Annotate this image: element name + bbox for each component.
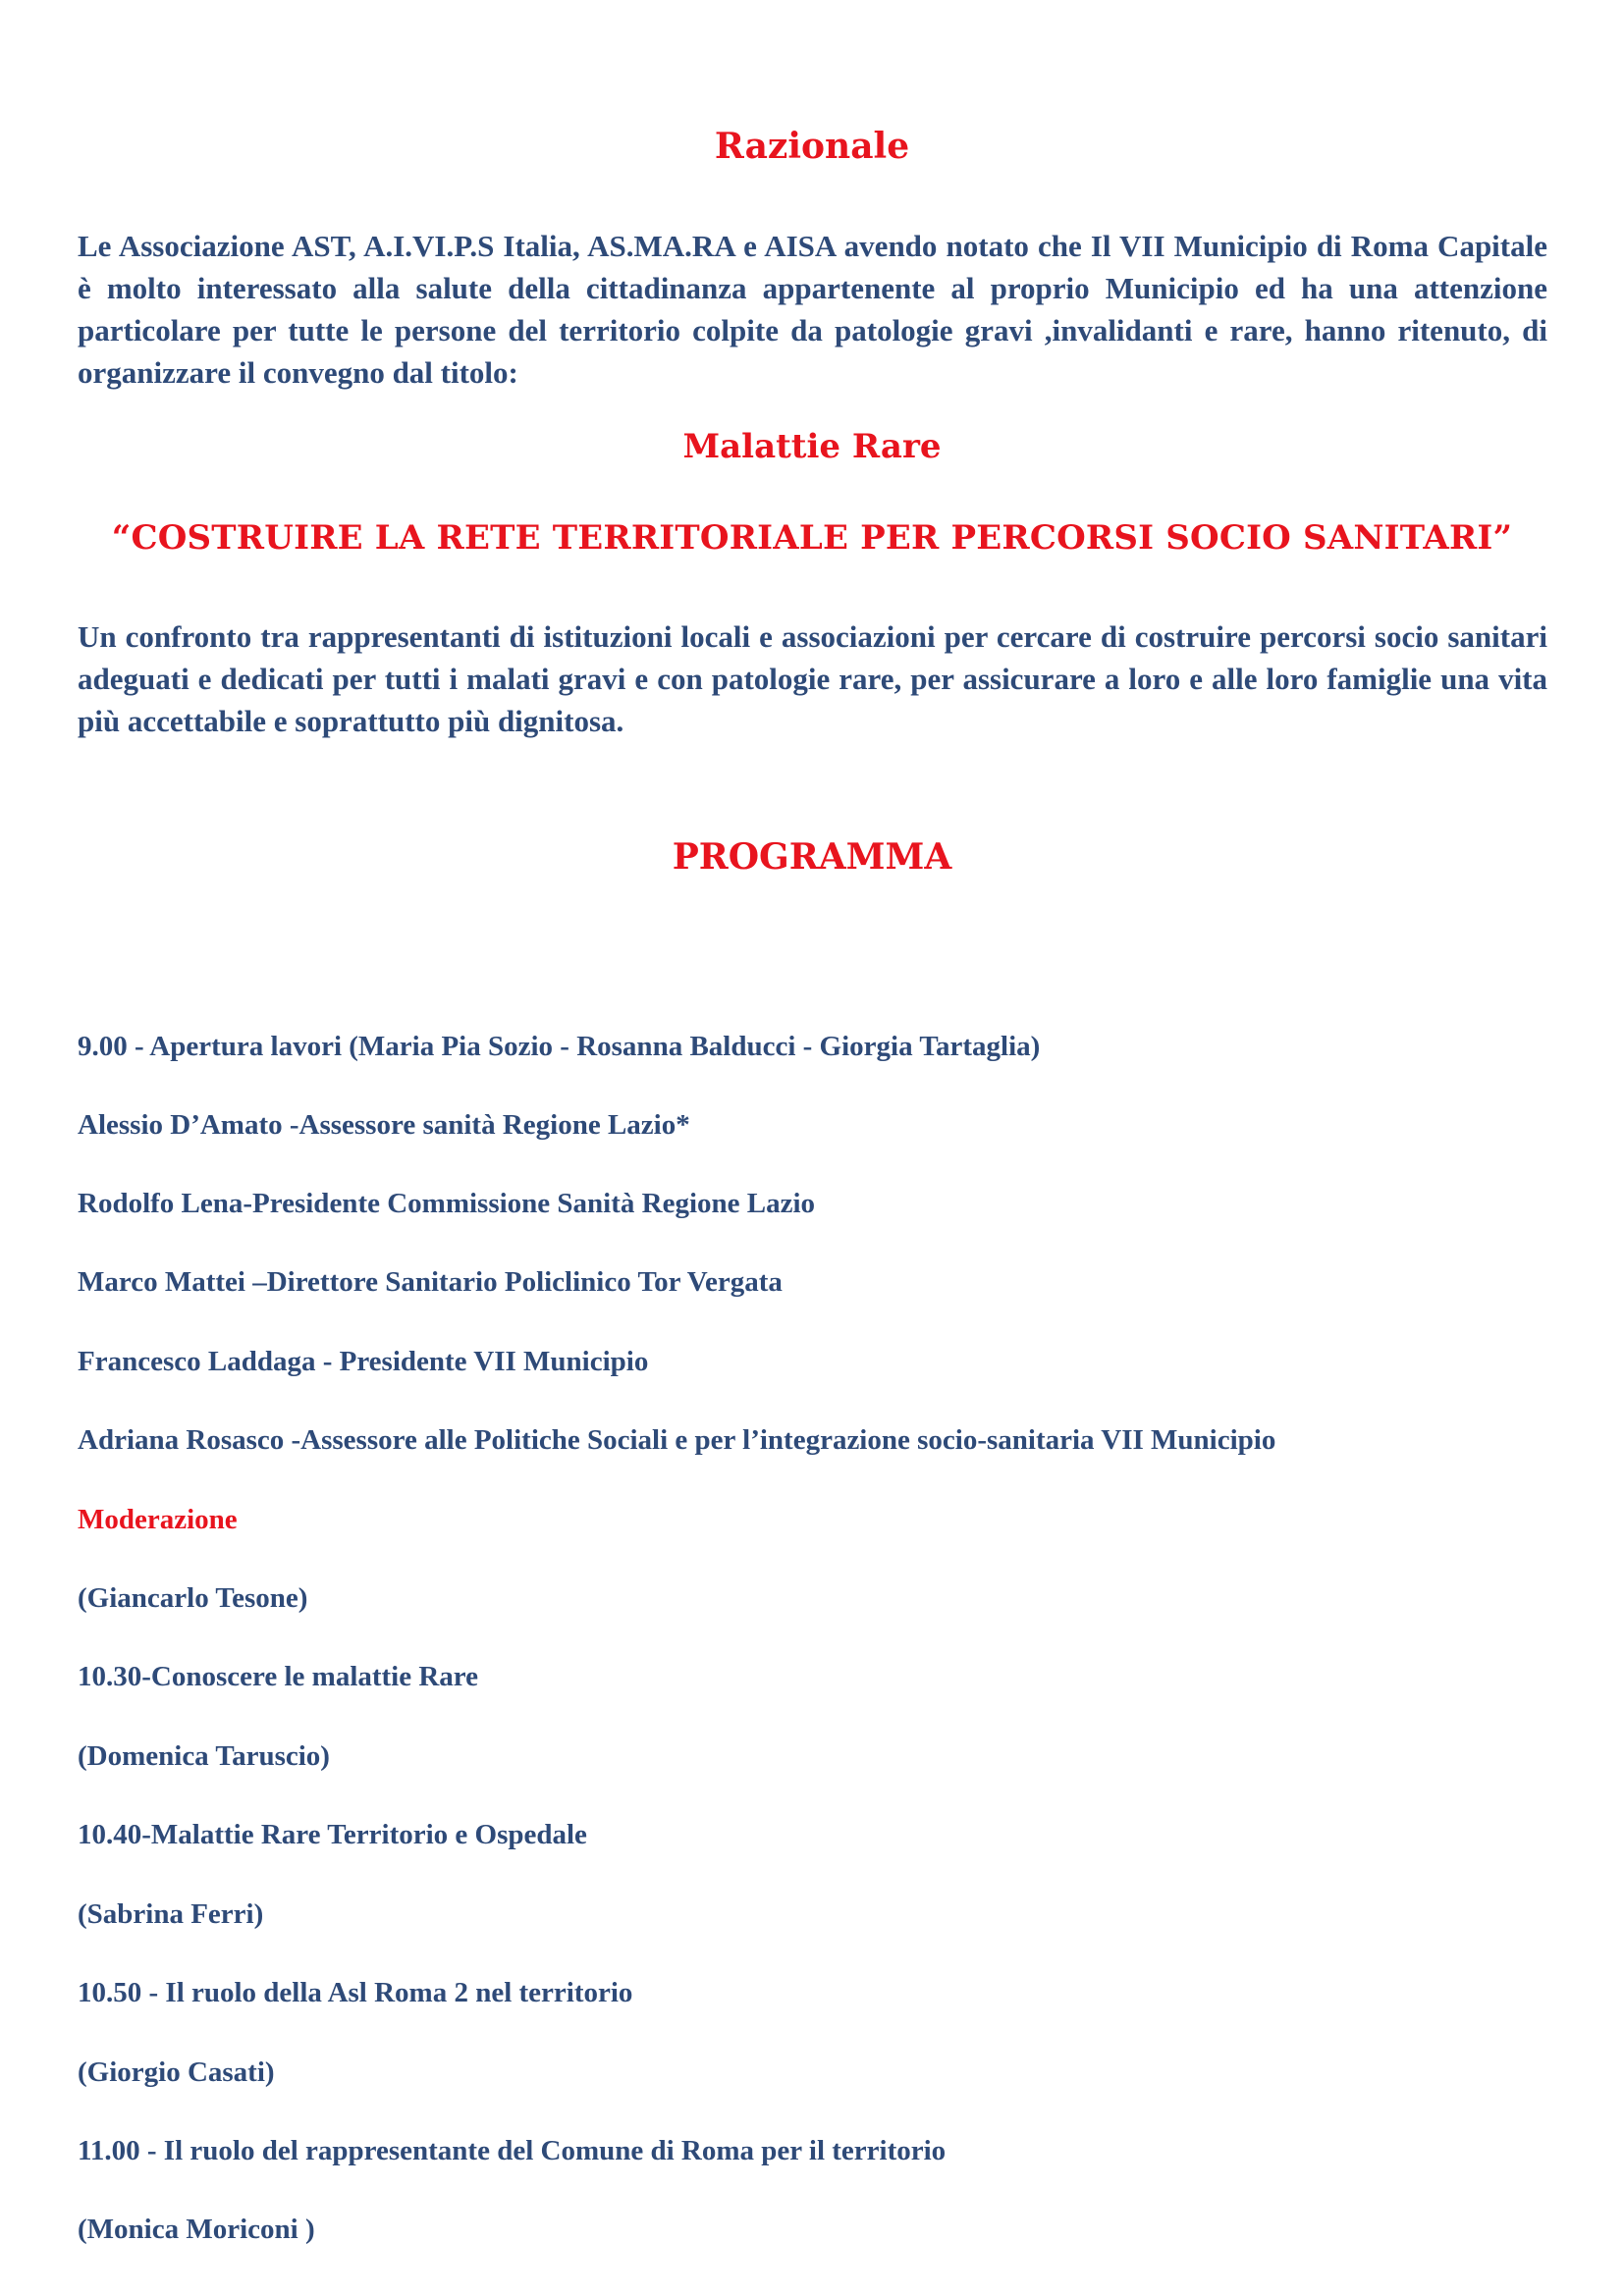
programma-item-1030: 10.30-Conoscere le malattie Rare <box>78 1661 479 1692</box>
programma-item-ferri: (Sabrina Ferri) <box>78 1898 264 1930</box>
programma-item-taruscio: (Domenica Taruscio) <box>78 1740 330 1772</box>
intro-paragraph: Le Associazione AST, A.I.VI.P.S Italia, AS.MA.RA e AISA avendo notato che Il VII Municipio di Roma Capitale è molto interessato alla salute della cittadinanza appartenente al proprio Municipio ed ha una attenzione particolare per tutte le persone del territorio colpite da patologie gravi ,invalidanti e rare, hanno ritenuto, di organizzare il convegno dal titolo: <box>78 229 1547 390</box>
programma-item-tesone: (Giancarlo Tesone) <box>78 1582 308 1614</box>
programma-item-1040: 10.40-Malattie Rare Territorio e Ospedale <box>78 1819 587 1850</box>
programma-item-damato: Alessio D’Amato -Assessore sanità Regione Lazio* <box>78 1109 690 1141</box>
programma-item-apertura: 9.00 - Apertura lavori (Maria Pia Sozio - Rosanna Balducci - Giorgia Tartaglia) <box>78 1031 1041 1062</box>
programma-item-casati: (Giorgio Casati) <box>78 2056 275 2088</box>
programma-item-rosasco: Adriana Rosasco -Assessore alle Politiche Sociali e per l’integrazione socio-sanitaria VII Municipio <box>78 1424 1276 1456</box>
heading-programma: PROGRAMMA <box>672 836 952 878</box>
programma-item-1050: 10.50 - Il ruolo della Asl Roma 2 nel territorio <box>78 1977 633 2008</box>
heading-convegno-title: “COSTRUIRE LA RETE TERRITORIALE PER PERCORSI SOCIO SANITARI” <box>111 518 1513 558</box>
heading-malattie-rare: Malattie Rare <box>682 427 942 466</box>
confronto-paragraph: Un confronto tra rappresentanti di istituzioni locali e associazioni per cercare di costruire percorsi socio sanitari adeguati e dedicati per tutti i malati gravi e con patologie rare, per assicurare a loro e alle loro famiglie una vita più accettabile e soprattutto più dignitosa. <box>78 619 1547 738</box>
programma-item-mattei: Marco Mattei –Direttore Sanitario Policlinico Tor Vergata <box>78 1266 783 1298</box>
programma-item-moriconi: (Monica Moriconi ) <box>78 2214 315 2245</box>
programma-item-1100: 11.00 - Il ruolo del rappresentante del Comune di Roma per il territorio <box>78 2135 947 2166</box>
heading-razionale: Razionale <box>714 126 910 167</box>
programma-item-lena: Rodolfo Lena-Presidente Commissione Sanità Regione Lazio <box>78 1188 816 1219</box>
programma-item-laddaga: Francesco Laddaga - Presidente VII Municipio <box>78 1346 649 1377</box>
programma-moderazione-label: Moderazione <box>78 1504 238 1535</box>
